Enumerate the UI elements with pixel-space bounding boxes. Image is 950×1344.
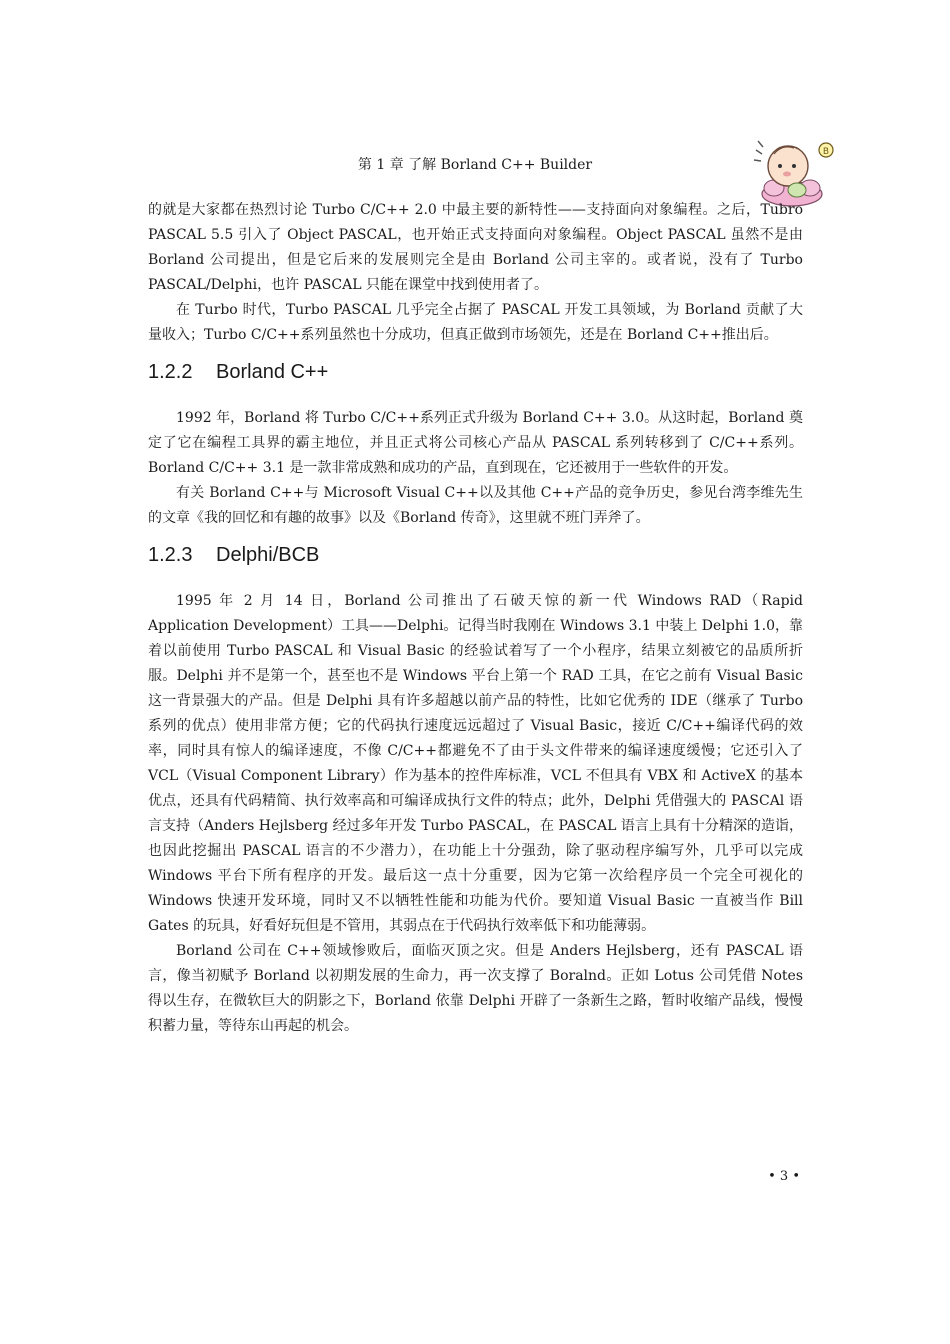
paragraph: 1995 年 2 月 14 日，Borland 公司推出了石破天惊的新一代 Windows RAD（Rapid Application Development）工具——Delphi。记得当时我刚在 Windows 3.1 中装上 Delphi 1.0，靠着以前使用 Turbo PASCAL 和 Visual Basic 的经验试着写了一个小程序，结果立刻被它的品质所折服。Delphi 并不是第一个，甚至也不是 Windows 平台上第一个 RAD 工具，在它之前有 Visual Basic 这一背景强大的产品。但是 Delphi 具有许多超越以前产品的特性，比如它优秀的 IDE（继承了 Turbo 系列的优点）使用非常方便；它的代码执行速度远远超过了 Visual Basic，接近 C/C++编译代码的效率，同时具有惊人的编译速度，不像 C/C++都避免不了由于头文件带来的编译速度缓慢；它还引入了 VCL（Visual Component Library）作为基本的控件库标准，VCL 不但具有 VBX 和 ActiveX 的基本优点，还具有代码精简、执行效率高和可编译成执行文件的特点；此外，Delphi 凭借强大的 PASCAl 语言支持（Anders Hejlsberg 经过多年开发 Turbo PASCAL，在 PASCAL 语言上具有十分精深的造诣，也因此挖掘出 PASCAL 语言的不少潜力），在功能上十分强劲，除了驱动程序编写外，几乎可以完成 Windows 平台下所有程序的开发。最后这一点十分重要，因为它第一次给程序员一个完全可视化的 Windows 快速开发环境，同时又不以牺牲性能和功能为代价。要知道 Visual Basic 一直被当作 Bill Gates 的玩具，好看好玩但是不管用，其弱点在于代码执行效率低下和功能薄弱。: [148, 593, 803, 934]
section-title: Delphi/BCB: [216, 544, 320, 566]
running-header: 第 1 章 了解 Borland C++ Builder: [357, 157, 593, 173]
page-number: • 3 •: [768, 1169, 800, 1184]
section-title: Borland C++: [216, 361, 329, 383]
paragraph: Borland 公司在 C++领域惨败后，面临灭顶之灾。但是 Anders Hejlsberg，还有 PASCAL 语言，像当初赋予 Borland 以初期发展的生命力，再一次支撑了 Boralnd。正如 Lotus 公司凭借 Notes 得以生存，在微软巨大的阴影之下，Borland 依靠 Delphi 开辟了一条新生之路，暂时收缩产品线，慢慢积蓄力量，等待东山再起的机会。: [148, 943, 803, 1034]
paragraph: 1992 年，Borland 将 Turbo C/C++系列正式升级为 Borland C++ 3.0。从这时起，Borland 奠定了它在编程工具界的霸主地位，并且正式将公司核心产品从 PASCAL 系列转移到了 C/C++系列。Borland C/C++ 3.1 是一款非常成熟和成功的产品，直到现在，它还被用于一些软件的开发。: [148, 410, 803, 476]
section-heading-1-2-2: [148, 360, 803, 384]
paragraph: 在 Turbo 时代，Turbo PASCAL 几乎完全占据了 PASCAL 开发工具领域，为 Borland 贡献了大量收入；Turbo C/C++系列虽然也十分成功，但真正做到市场领先，还是在 Borland C++推出后。: [148, 302, 803, 343]
section-heading-1-2-3: [148, 543, 803, 567]
section-number: 1.2.3: [148, 544, 193, 566]
paragraph: 的就是大家都在热烈讨论 Turbo C/C++ 2.0 中最主要的新特性——支持面向对象编程。之后，Tubro PASCAL 5.5 引入了 Object PASCAL，也开始正式支持面向对象编程。Object PASCAL 虽然不是由 Borland 公司提出，但是它后来的发展则完全是由 Borland 公司主宰的。或者说，没有了 Turbo PASCAL/Delphi，也许 PASCAL 只能在课堂中找到使用者了。: [148, 202, 803, 293]
mascot-dashes: [754, 141, 763, 161]
paragraph: 有关 Borland C++与 Microsoft Visual C++以及其他 C++产品的竞争历史，参见台湾李维先生的文章《我的回忆和有趣的故事》以及《Borland 传奇》，这里就不班门弄斧了。: [148, 485, 803, 526]
svg-text:B: B: [822, 147, 830, 157]
page-body: [148, 198, 803, 1039]
section-number: 1.2.2: [148, 361, 193, 383]
